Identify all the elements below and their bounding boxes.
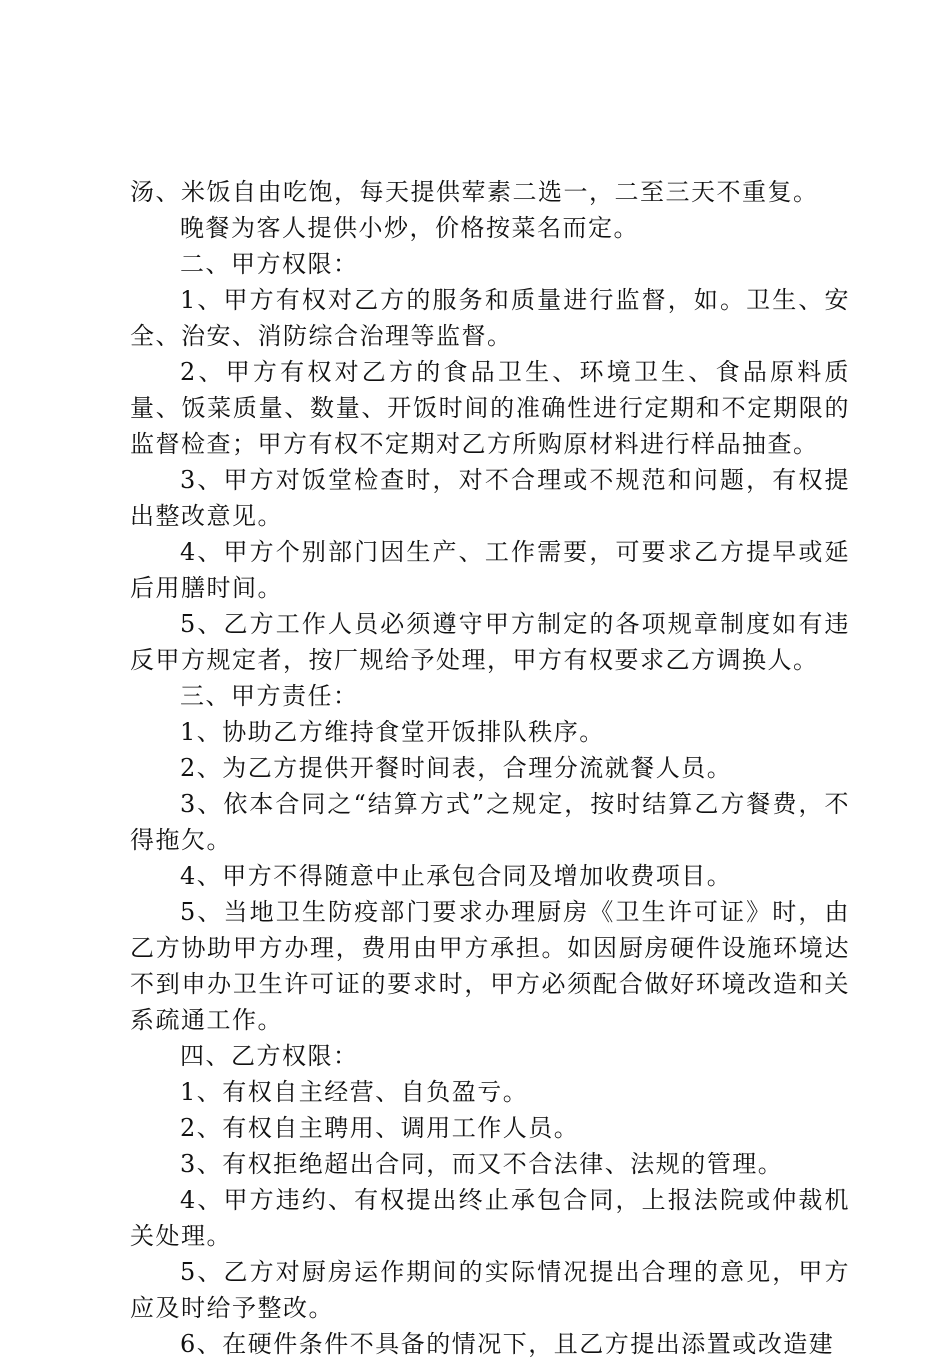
paragraph-b-rights-5: 5、乙方对厨房运作期间的实际情况提出合理的意见，甲方应及时给予整改。 xyxy=(130,1258,850,1322)
paragraph-a-duties-5: 5、当地卫生防疫部门要求办理厨房《卫生许可证》时，由乙方协助甲方办理，费用由甲方承担。如因厨房硬件设施环境达不到申办卫生许可证的要求时，甲方必须配合做好环境改造和关系疏通工作。 xyxy=(130,898,850,1034)
paragraph-a-rights-1: 1、甲方有权对乙方的服务和质量进行监督，如。卫生、安全、治安、消防综合治理等监督。 xyxy=(130,286,850,350)
paragraph-a-rights-4: 4、甲方个别部门因生产、工作需要，可要求乙方提早或延后用膳时间。 xyxy=(130,538,850,602)
paragraph-a-rights-5: 5、乙方工作人员必须遵守甲方制定的各项规章制度如有违反甲方规定者，按厂规给予处理，甲方有权要求乙方调换人。 xyxy=(130,610,850,674)
section-heading-party-a-duties: 三、甲方责任： xyxy=(180,682,359,710)
paragraph-a-rights-3: 3、甲方对饭堂检查时，对不合理或不规范和问题，有权提出整改意见。 xyxy=(130,466,850,530)
paragraph-a-duties-3: 3、依本合同之“结算方式”之规定，按时结算乙方餐费，不得拖欠。 xyxy=(130,790,850,854)
section-heading-party-a-rights: 二、甲方权限： xyxy=(180,250,359,278)
paragraph-b-rights-6: 6、在硬件条件不具备的情况下，且乙方提出添置或改造建 xyxy=(180,1330,835,1358)
paragraph-b-rights-3: 3、有权拒绝超出合同，而又不合法律、法规的管理。 xyxy=(180,1150,784,1178)
paragraph-b-rights-4: 4、甲方违约、有权提出终止承包合同，上报法院或仲裁机关处理。 xyxy=(130,1186,850,1250)
paragraph-continuation: 汤、米饭自由吃饱，每天提供荤素二选一，二至三天不重复。 xyxy=(130,178,819,206)
paragraph-a-rights-2: 2、甲方有权对乙方的食品卫生、环境卫生、食品原料质量、饭菜质量、数量、开饭时间的准确性进行定期和不定期限的监督检查；甲方有权不定期对乙方所购原材料进行样品抽查。 xyxy=(130,358,850,458)
paragraph-a-duties-4: 4、甲方不得随意中止承包合同及增加收费项目。 xyxy=(180,862,733,890)
paragraph-b-rights-2: 2、有权自主聘用、调用工作人员。 xyxy=(180,1114,580,1142)
paragraph-dinner: 晚餐为客人提供小炒，价格按菜名而定。 xyxy=(180,214,639,242)
paragraph-a-duties-2: 2、为乙方提供开餐时间表，合理分流就餐人员。 xyxy=(180,754,733,782)
paragraph-b-rights-1: 1、有权自主经营、自负盈亏。 xyxy=(180,1078,529,1106)
contract-text-body xyxy=(130,174,850,1362)
section-heading-party-b-rights: 四、乙方权限： xyxy=(180,1042,359,1070)
paragraph-a-duties-1: 1、协助乙方维持食堂开饭排队秩序。 xyxy=(180,718,605,746)
